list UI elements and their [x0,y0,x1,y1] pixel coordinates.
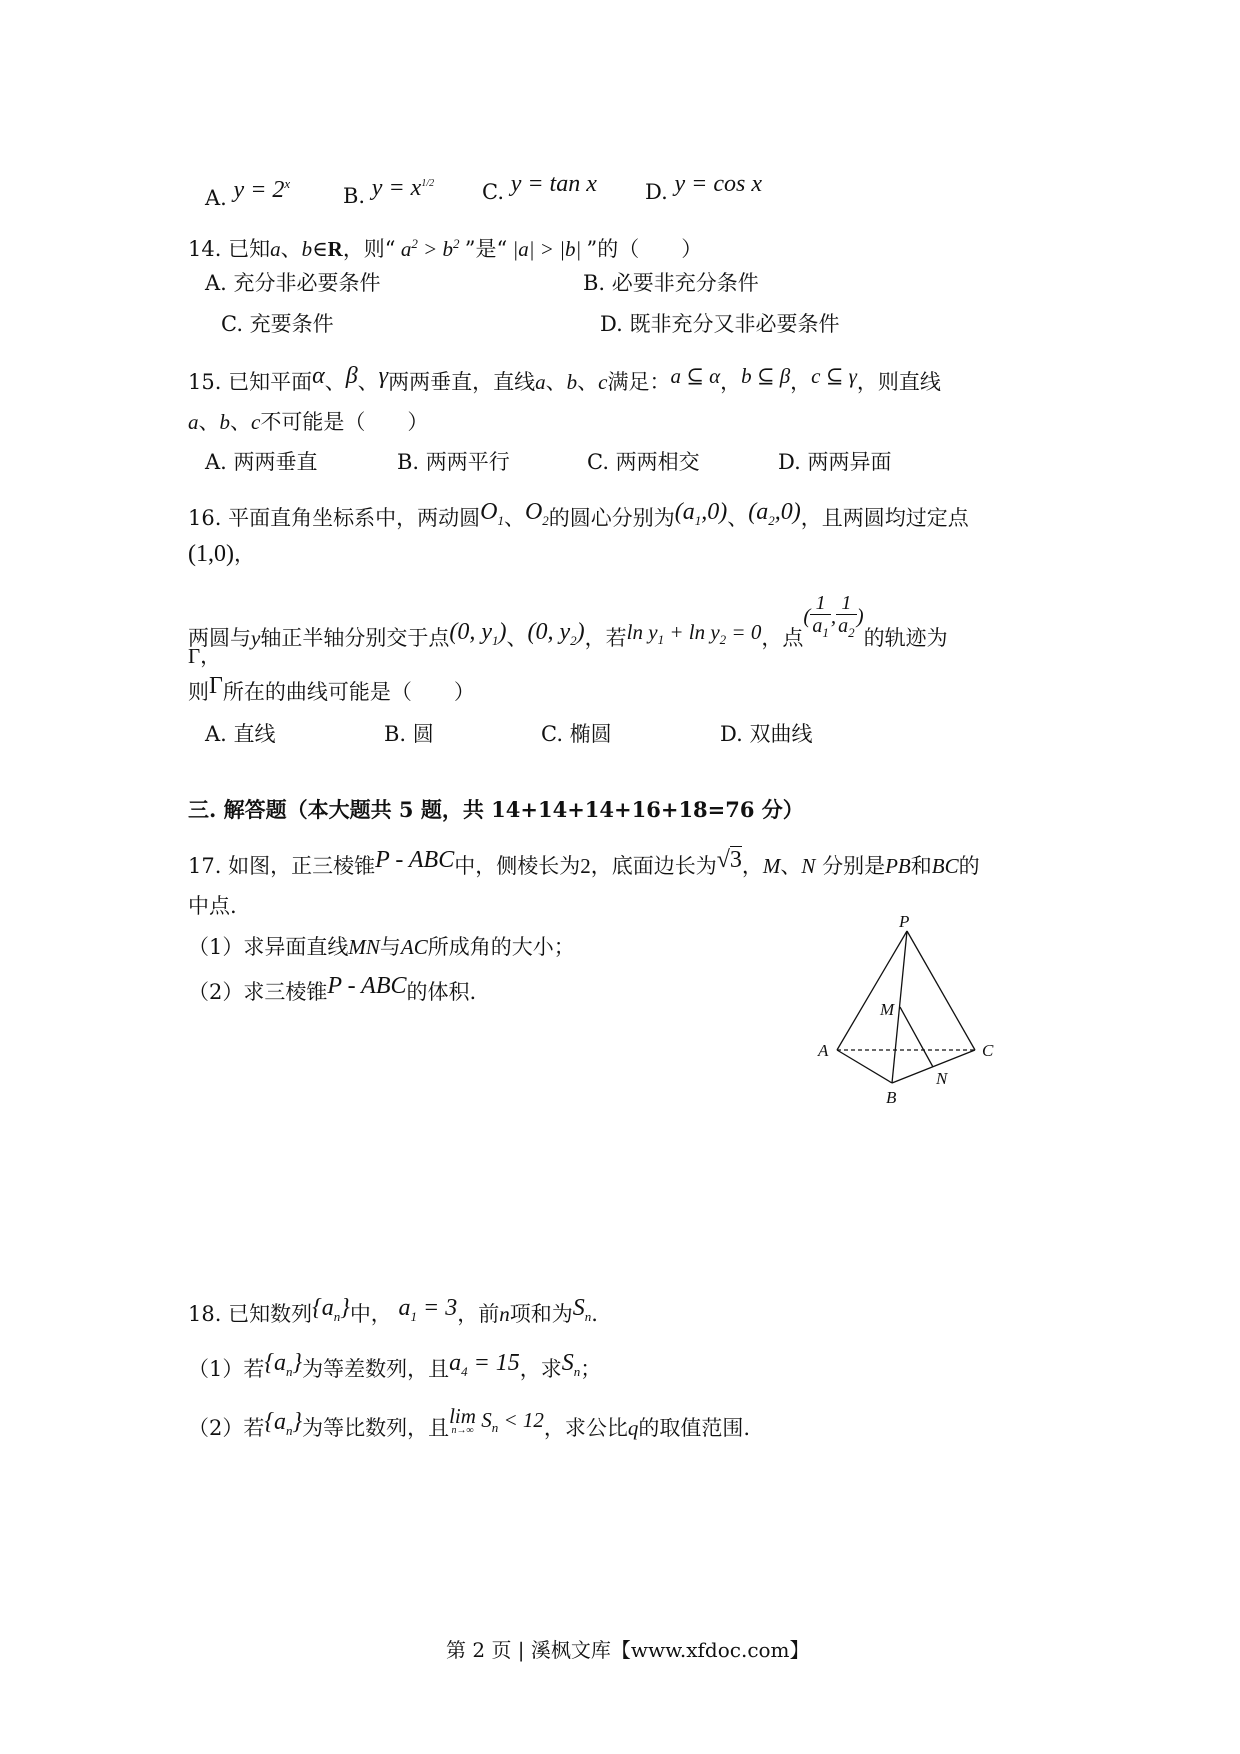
q14-option-c: C. 充要条件 [221,312,334,336]
q17-number: 17. [188,854,222,878]
q13-option-b-label: B. [343,184,366,208]
q18-seq-2: $\{a_n\}$ [264,1350,303,1379]
label-a: A [818,1041,829,1060]
q14-option-b: B. 必要非充分条件 [583,271,759,295]
q16-point-frac: ( $\frac{1}{a_1}$ , $\frac{1}{a_2}$ ) [803,592,864,640]
q16-center1: $(a_1,0)$ [674,499,728,528]
q17-text: 如图，正三棱锥 [228,854,376,878]
q18-sn-2: $S_n$ [561,1350,581,1379]
q17-text: 所成角的大小； [427,935,575,959]
q14-var-a: a [270,237,281,261]
q18-number: 18. [188,1302,222,1326]
q17-n: N [801,854,816,878]
q15-option-b: B. 两两平行 [397,450,510,474]
q18-seq: $\{a_n\}$ [312,1295,350,1324]
q14-number: 14. [188,237,222,261]
q13-option-c-formula: y = tan x [510,171,597,197]
q15-number: 15. [188,370,222,394]
q17-text: 和 [910,854,932,878]
q13-options [205,178,290,212]
q18-text: ，前 [457,1302,500,1326]
q18-text: ，求公比 [543,1416,628,1440]
q18-text: 为等差数列，且 [302,1357,450,1381]
q15-option-a: A. 两两垂直 [205,450,318,474]
q16-y2: (0, $y_2$) [527,618,585,648]
q16-line5 [188,673,475,706]
q16-text: 的圆心分别为 [548,506,675,530]
q17-ac-line: AC [400,935,428,959]
label-n: N [936,1069,948,1088]
q16-text: 所在的曲线可能是（ ） [222,680,475,704]
q15-vars: a [188,410,199,434]
q18-part2 [188,1404,751,1451]
q17-mn: M [762,854,781,878]
q15-text: 不可能是（ ） [260,410,429,434]
q18-seq-3: $\{a_n\}$ [264,1409,303,1438]
q16-text: 两圆与 [188,625,251,650]
q14-cond1: $a^2 > b^2$ [395,236,460,261]
q16-gamma-line: Γ， [188,644,222,668]
q17-text: 中，侧棱长为 [454,854,581,878]
q13-option-b [343,175,435,210]
q15-cond-b: b ⊆ β [741,364,791,388]
q16-gamma: Γ [188,644,201,668]
q13-option-c-label: C. [482,180,504,204]
q13-option-a-label: A. [205,186,227,210]
label-b: B [886,1088,897,1107]
q16-line3: 两圆与y轴正半轴分别交于点(0, $y_1$)、(0, $y_2$)，若$\ln y_1 + \ln y_2 = 0$，点( $\frac{1}{a_1}$ , $\frac{1}{a_2}$ )的轨迹为 [188,592,948,650]
q13-option-a-formula: y = 2$^x$ [233,176,291,203]
q16-text: 的轨迹为 [863,625,948,650]
label-p: P [899,915,910,931]
q17-line2: 中点. [188,894,237,918]
q17-pyramid-2: P - ABC [327,973,407,999]
q17-part2 [188,973,477,1006]
q17-sqrt3: √3 [716,847,742,873]
q14-stem [188,230,702,263]
section-3-title: 三. 解答题（本大题共 5 题，共 14+14+14+16+18=76 分） [188,797,804,822]
q16-text: ，点 [761,625,804,650]
q15-plane-gamma: γ [378,363,389,389]
q18-text: （1）若 [188,1357,265,1381]
q15-line-b: b [566,370,578,394]
q14-set: b [301,237,313,261]
q17-text: （2）求三棱锥 [188,980,328,1004]
q16-text: 平面直角坐标系中，两动圆 [228,506,481,530]
edge-bc [892,1050,975,1083]
q14-text: 、 [280,237,302,261]
q14-text: ”是“ [464,237,508,261]
q18-text: 项和为 [509,1302,573,1326]
q16-option-c: C. 椭圆 [541,722,612,746]
q18-stem: 18. 已知数列$\{a_n\}$中， $a_1 = 3$，前n项和为$S_n$. [188,1295,598,1326]
q17-text: 的 [958,854,980,878]
q17-pb: PB [885,854,911,878]
q18-a4: $a_4 = 15$ [449,1350,520,1379]
q16-y1: (0, $y_1$) [449,618,507,648]
q14-option-d: D. 既非充分又非必要条件 [600,312,840,336]
q17-edge: 2 [580,854,591,878]
label-c: C [982,1041,994,1060]
q17-bc: BC [931,854,959,878]
q16-o2: $O_2$ [524,499,549,528]
q15-text: 已知平面 [228,370,313,394]
q14-text: ，则“ [342,237,396,261]
q16-text: ，且两圆均过定点 [800,506,969,530]
q16-text: ，若 [584,625,627,650]
q15-lines: a [535,370,546,394]
q14-option-a: A. 充分非必要条件 [205,271,381,295]
q15-var-c: c [251,410,261,434]
q15-line2: a、b、c不可能是（ ） [188,410,429,434]
q15-text: ，则直线 [856,370,941,394]
edge-pc [907,931,975,1050]
q14-set-r: ∈R [312,237,343,261]
q15-cond-c: c ⊆ γ [811,364,857,388]
q17-text: ，底面边长为 [590,854,717,878]
q17-stem: 17. 如图，正三棱锥P - ABC中，侧棱长为2，底面边长为√3，M、N 分别是PB和BC的 [188,847,980,878]
q15-option-d: D. 两两异面 [778,450,892,474]
q18-text: 为等比数列，且 [302,1416,450,1440]
q16-y-axis: y [251,625,261,650]
q14-cond2: |a| > |b| [507,237,587,261]
q14-text: ”的（ ） [586,237,703,261]
q15-cond-a: a ⊆ α [670,364,721,388]
q17-pyramid: P - ABC [375,847,455,873]
q15-var-b: b [219,410,230,434]
q18-part1: （1）若$\{a_n\}$为等差数列，且$a_4 = 15$，求$S_n$； [188,1350,602,1381]
q18-sn: $S_n$ [572,1295,592,1324]
q18-text: （2）若 [188,1416,265,1440]
q13-option-b-formula: $y = x^{1/2}$ [371,175,435,201]
q16-fixed-point: (1,0)， [188,541,255,567]
q16-option-d: D. 双曲线 [720,722,813,746]
q18-q: q [627,1416,639,1440]
q13-option-c [482,171,597,206]
q14-text: 已知 [228,237,271,261]
q13-option-d-formula: y = cos x [674,171,762,197]
q17-text: 分别是 [822,854,886,878]
q16-stem: 16. 平面直角坐标系中，两动圆$O_1$、$O_2$的圆心分别为$(a_1,0)$、$(a_2,0)$，且两圆均过定点 [188,499,969,530]
q18-text: 已知数列 [228,1302,313,1326]
q15-line-c: c [598,370,608,394]
q15-text: 满足： [607,370,671,394]
segment-mn [900,1007,933,1067]
edge-ab [837,1050,892,1083]
q17-text: 与 [379,935,401,959]
q18-text: 的取值范围. [638,1416,751,1440]
q16-text: 则 [188,680,209,704]
q16-option-a: A. 直线 [205,722,276,746]
pyramid-figure [800,915,1030,1115]
q13-option-d [645,171,762,206]
q16-center2: $(a_2,0)$ [748,499,801,528]
q18-text: 中， [349,1302,392,1326]
q18-limit: lim n→∞ $S_n < 12$ [449,1404,544,1436]
q17-text: 的体积. [406,980,477,1004]
q16-number: 16. [188,506,222,530]
q16-ln-eq: $\ln y_1 + \ln y_2 = 0$ [626,619,762,647]
q15-plane-beta: β [345,363,358,389]
q15-text: 两两垂直，直线 [388,370,536,394]
q18-text: ，求 [519,1357,562,1381]
q15-option-c: C. 两两相交 [587,450,700,474]
q13-option-d-label: D. [645,180,668,204]
q18-a1: $a_1 = 3$ [398,1295,458,1324]
q17-text: （1）求异面直线 [188,935,349,959]
q16-o1: $O_1$ [480,499,504,528]
q16-text: 轴正半轴分别交于点 [260,625,450,650]
q15-stem: 15. 已知平面α、β、γ两两垂直，直线a、b、c满足：a ⊆ α，b ⊆ β，c ⊆ γ，则直线 [188,363,941,394]
page-footer: 第 2 页 | 溪枫文库【www.xfdoc.com】 [446,1638,810,1662]
q16-point: (1,0) [188,541,234,567]
q16-gamma-2: Γ [209,673,223,699]
q16-option-b: B. 圆 [384,722,434,746]
q17-part1 [188,933,575,961]
q18-n: n [499,1302,510,1326]
q15-planes: α [312,363,325,389]
q17-mn-line: MN [348,935,380,959]
label-m: M [880,1000,895,1019]
